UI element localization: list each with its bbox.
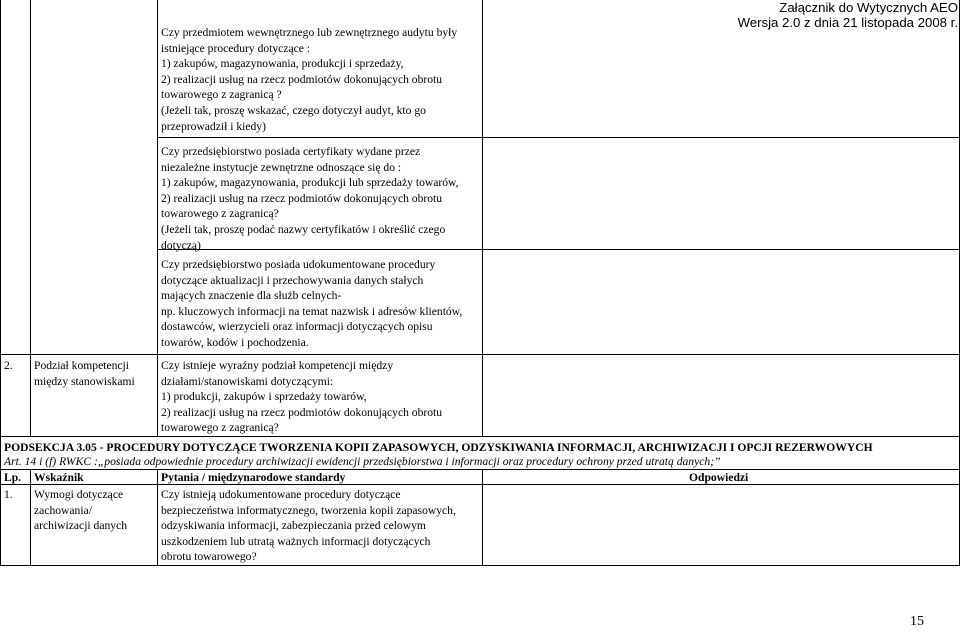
page-number: 15 [910,614,924,629]
header-version: Wersja 2.0 z dnia 21 listopada 2008 r. [737,15,958,30]
column-header-questions: Pytania / międzynarodowe standardy [161,471,346,484]
question-certificates: Czy przedsiębiorstwo posiada certyfikaty wydane przez niezależne instytucje zewnętrzne odnoszące się do : 1) zakupów, magazynowania, produkcji lub sprzedaży towarów, 2) realizacji usług na rzecz podmiotów dokonujących obrotu towarowego z zagranicą? (Jeżeli tak, proszę podać nazwy certyfikatów i określić czego dotyczą) [161,145,459,252]
column-header-answers: Odpowiedzi [689,471,749,484]
row-number: 1. [4,488,13,501]
question-division-of-competences: Czy istnieje wyraźny podział kompetencji między działami/stanowiskami dotyczącymi: 1) produkcji, zakupów i sprzedaży towarów, 2) realizacji usług na rzecz podmiotów dokonujących obrotu towarowego z zagranicą? [161,359,443,435]
document-header [558,0,958,30]
question-master-data-procedures: Czy przedsiębiorstwo posiada udokumentowane procedury dotyczące aktualizacji i przechowywania danych stałych mających znaczenie dla służb celnych- np. kluczowych informacji na temat nazwisk i adresów klientów, dostawców, wierzycieli oraz informacji dotyczących opisu towarów, kodów i pochodzenia. [161,258,463,349]
indicator-division-of-competences: Podział kompetencji między stanowiskami [34,359,135,388]
question-internal-audit: Czy przedmiotem wewnętrznego lub zewnętrznego audytu były istniejące procedury dotyczące : 1) zakupów, magazynowania, produkcji i sprzedaży, 2) realizacji usług na rzecz podmiotów dokonujących obrotu towarowego z zagranicą ? (Jeżeli tak, proszę wskazać, czego dotyczył audyt, kto go przeprowadził i kiedy) [161,26,458,133]
row-number: 2. [4,359,13,372]
column-header-indicator: Wskaźnik [34,471,84,484]
indicator-data-archiving: Wymogi dotyczące zachowania/ archiwizacji danych [34,488,128,533]
column-header-lp: Lp. [4,471,22,484]
subsection-title: PODSEKCJA 3.05 - PROCEDURY DOTYCZĄCE TWORZENIA KOPII ZAPASOWYCH, ODZYSKIWANIA INFORMACJI, ARCHIWIZACJI I OPCJI REZERWOWYCH [4,441,873,454]
question-backup-procedures: Czy istnieją udokumentowane procedury dotyczące bezpieczeństwa informatycznego, tworzenia kopii zapasowych, odzyskiwania informacji, zabezpieczania przed celowym uszkodzeniem lub utratą ważnych informacji dotyczących obrotu towarowego? [161,488,456,564]
header-annex-title: Załącznik do Wytycznych AEO [779,0,958,15]
article-reference: Art. 14 i (f) RWKC :„posiada odpowiednie procedury archiwizacji ewidencji przedsiębiorstwa i informacji oraz procedury ochrony przed utratą danych;” [4,455,721,468]
